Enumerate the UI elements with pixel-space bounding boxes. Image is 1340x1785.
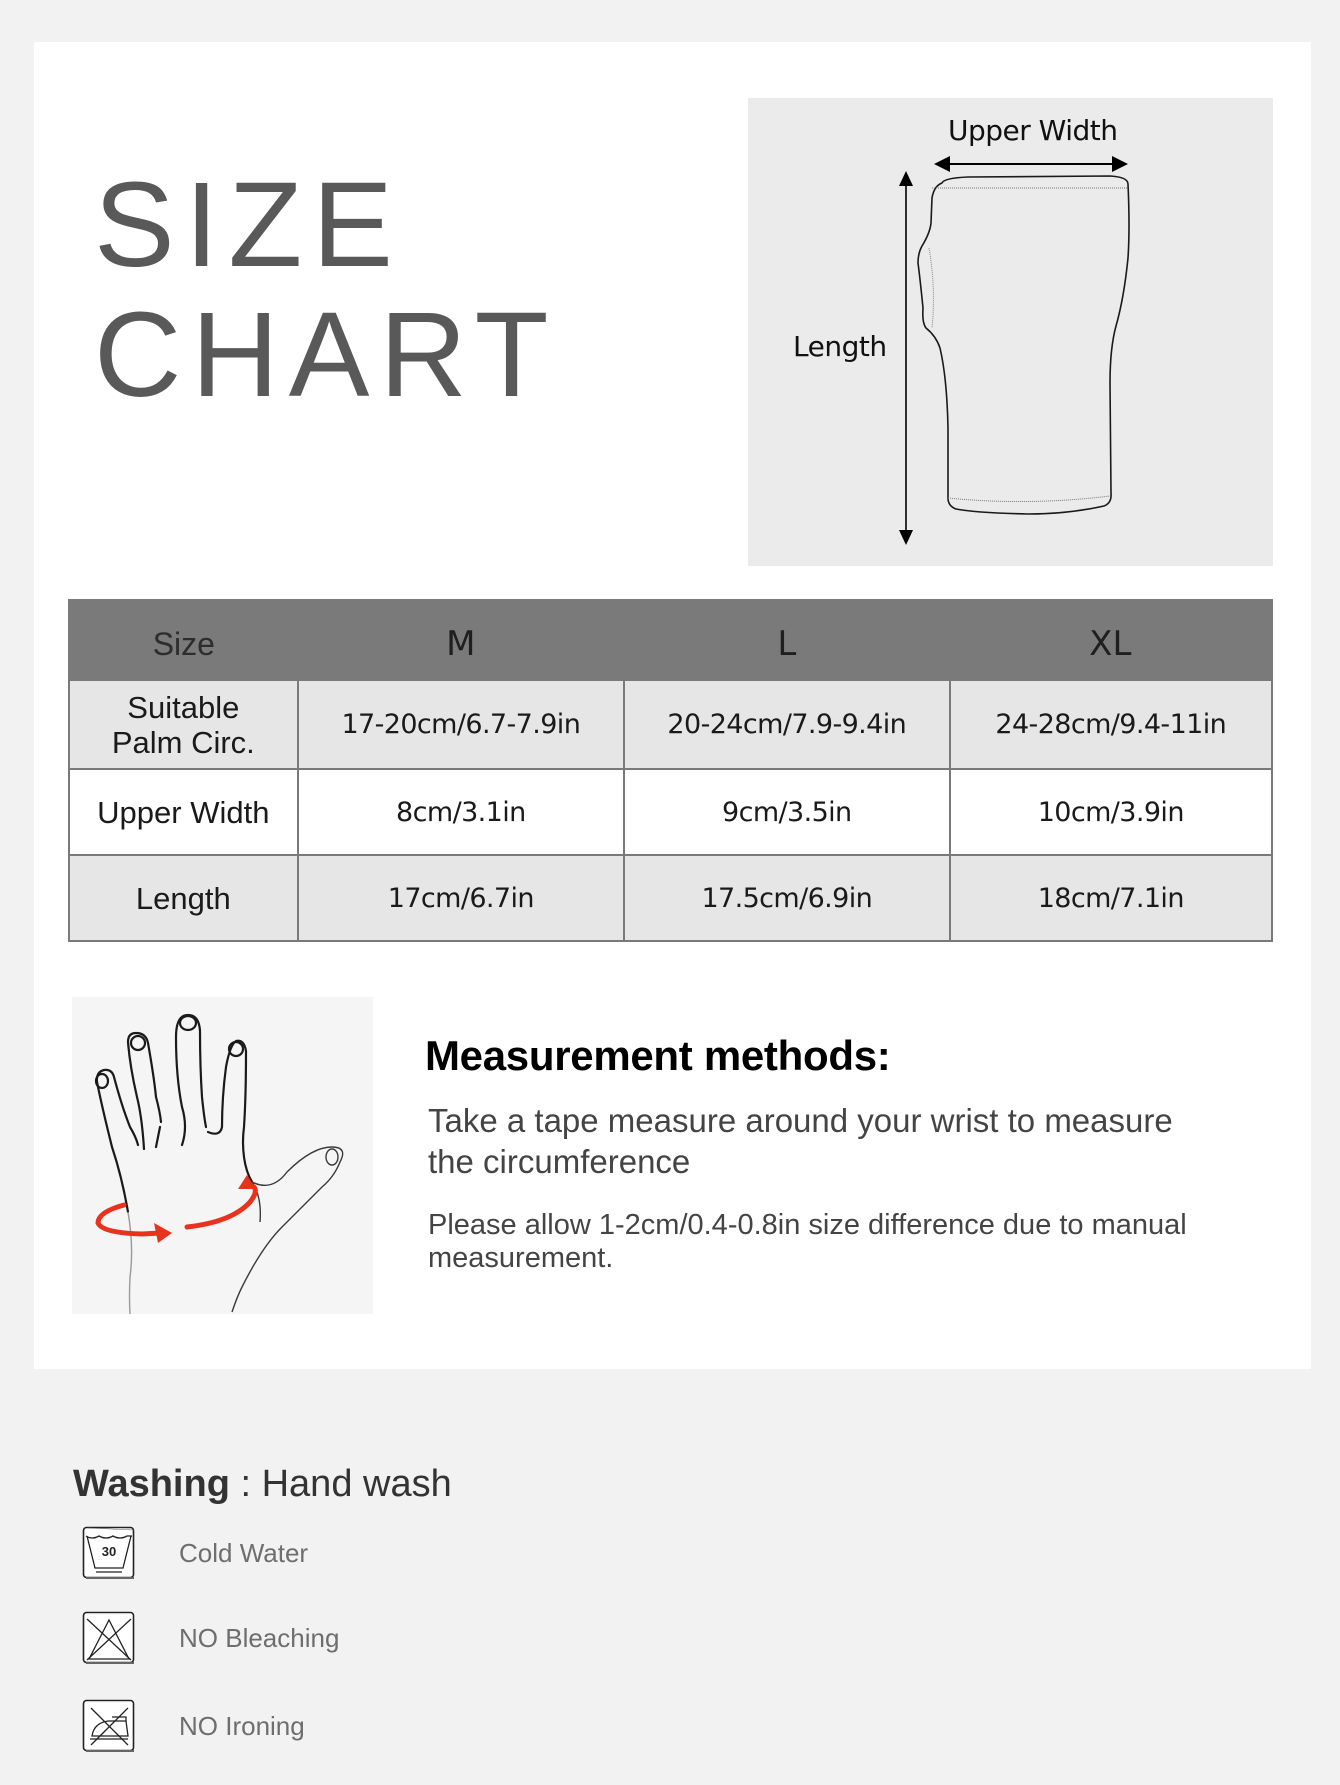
table-row	[69, 855, 1272, 941]
wash-30-icon	[82, 1526, 136, 1580]
care-item-no-bleaching	[82, 1611, 682, 1665]
measurement-methods-title: Measurement methods:	[425, 1032, 891, 1079]
header-xl: XL	[950, 600, 1272, 680]
cell-xl: 10cm/3.9in	[950, 769, 1272, 855]
row-label-line2: Palm Circ.	[111, 724, 255, 760]
measurement-note: Please allow 1-2cm/0.4-0.8in size difference due to manual measurement.	[428, 1209, 1187, 1274]
row-label-upper-width: Upper Width	[69, 769, 298, 855]
care-item-no-ironing	[82, 1699, 682, 1753]
measurement-instruction: Take a tape measure around your wrist to measure the circumference	[428, 1102, 1173, 1180]
header-size: Size	[69, 600, 298, 680]
table-row	[69, 680, 1272, 769]
cell-m: 17cm/6.7in	[298, 855, 624, 941]
care-label: Cold Water	[179, 1538, 309, 1568]
length-label: Length	[793, 330, 887, 363]
row-label-palm-circ	[69, 680, 298, 769]
upper-width-label: Upper Width	[948, 114, 1118, 147]
header-l: L	[624, 600, 950, 680]
care-label: NO Bleaching	[179, 1623, 340, 1653]
hand-measure-illustration	[72, 997, 373, 1314]
row-label-line1: Suitable	[127, 689, 240, 725]
cell-xl: 18cm/7.1in	[950, 855, 1272, 941]
size-table	[68, 599, 1273, 942]
care-item-cold-water	[82, 1526, 682, 1580]
header-m: M	[298, 600, 624, 680]
page-title-line-1: SIZE	[94, 156, 403, 292]
cell-xl: 24-28cm/9.4-11in	[950, 680, 1272, 769]
table-row	[69, 769, 1272, 855]
svg-text:30: 30	[101, 1544, 117, 1559]
care-label: NO Ironing	[179, 1711, 305, 1741]
cell-l: 20-24cm/7.9-9.4in	[624, 680, 950, 769]
cell-m: 8cm/3.1in	[298, 769, 624, 855]
page-title-line-2: CHART	[94, 286, 559, 422]
table-header-row	[69, 600, 1272, 680]
hand-icon	[72, 997, 373, 1314]
cell-m: 17-20cm/6.7-7.9in	[298, 680, 624, 769]
sleeve-diagram	[748, 98, 1273, 566]
washing-title	[73, 1463, 452, 1506]
washing-label: Washing	[73, 1463, 230, 1505]
no-iron-icon	[82, 1699, 136, 1753]
washing-separator: :	[229, 1463, 262, 1505]
row-label-length: Length	[69, 855, 298, 941]
no-bleach-icon	[82, 1611, 136, 1665]
cell-l: 9cm/3.5in	[624, 769, 950, 855]
cell-l: 17.5cm/6.9in	[624, 855, 950, 941]
washing-value: Hand wash	[261, 1463, 452, 1505]
